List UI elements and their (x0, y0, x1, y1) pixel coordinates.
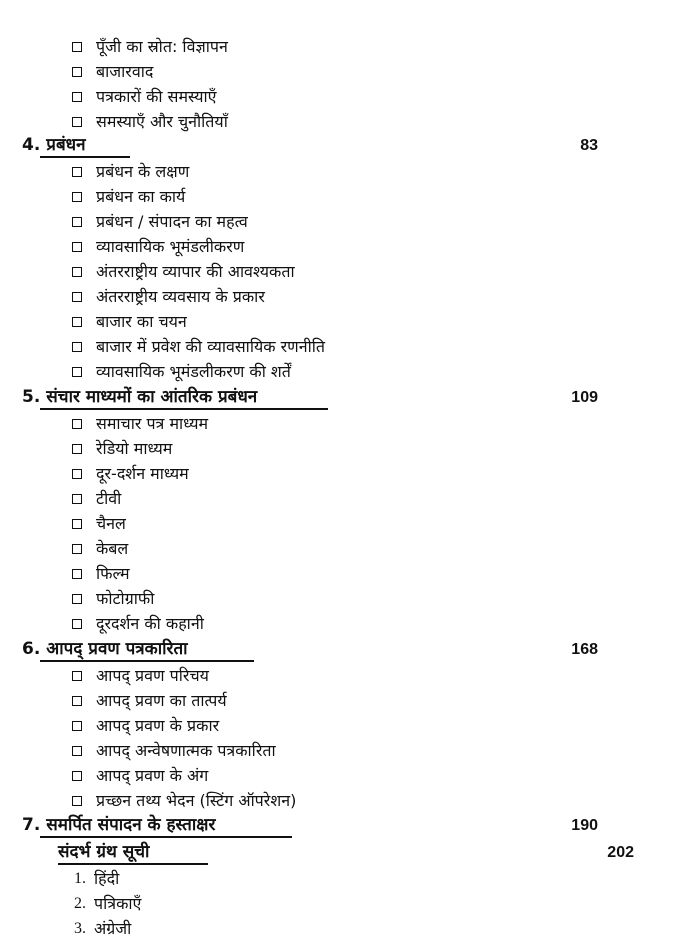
toc-subitem (0, 561, 672, 586)
toc-subitem (0, 184, 672, 209)
checkbox-bullet-icon (72, 67, 82, 77)
bibliography-label: हिंदी (94, 868, 120, 888)
checkbox-bullet-icon (72, 42, 82, 52)
toc-subitem-label: समस्याएँ और चुनौतियाँ (96, 111, 228, 131)
checkbox-bullet-icon (72, 494, 82, 504)
toc-subitem (0, 209, 672, 234)
toc-subitem-label: आपद् प्रवण का तात्पर्य (96, 690, 227, 710)
chapter-number: 5. (22, 387, 41, 407)
chapter-heading (0, 385, 622, 410)
toc-subitem-label: पत्रकारों की समस्याएँ (96, 86, 217, 106)
page-number: 202 (607, 843, 634, 861)
bibliography-title: संदर्भ ग्रंथ सूची (58, 842, 150, 862)
toc-subitem (0, 763, 672, 788)
heading-underline (40, 660, 254, 662)
toc-subitem-label: आपद् प्रवण के अंग (96, 765, 209, 785)
toc-subitem (0, 309, 672, 334)
chapter-number: 4. (22, 135, 41, 155)
checkbox-bullet-icon (72, 217, 82, 227)
toc-subitem (0, 359, 672, 384)
toc-subitem-label: दूर-दर्शन माध्यम (96, 463, 189, 483)
checkbox-bullet-icon (72, 696, 82, 706)
checkbox-bullet-icon (72, 242, 82, 252)
toc-subitem (0, 109, 672, 134)
bibliography-index: 3. (74, 919, 86, 937)
checkbox-bullet-icon (72, 192, 82, 202)
checkbox-bullet-icon (72, 267, 82, 277)
chapter-title: प्रबंधन (46, 135, 86, 155)
toc-subitem-label: व्यावसायिक भूमंडलीकरण की शर्तें (96, 361, 291, 381)
toc-subitem-label: बाजारवाद (96, 61, 154, 81)
toc-subitem (0, 486, 672, 511)
toc-subitem (0, 84, 672, 109)
toc-subitem (0, 713, 672, 738)
checkbox-bullet-icon (72, 317, 82, 327)
bibliography-heading (0, 840, 658, 865)
heading-underline (58, 863, 208, 865)
checkbox-bullet-icon (72, 444, 82, 454)
toc-subitem-label: बाजार का चयन (96, 311, 187, 331)
toc-subitem-label: टीवी (96, 488, 122, 508)
toc-subitem-label: अंतरराष्ट्रीय व्यवसाय के प्रकार (96, 286, 265, 306)
heading-underline (40, 408, 328, 410)
chapter-number: 7. (22, 815, 41, 835)
toc-subitem-label: फोटोग्राफी (96, 588, 155, 608)
chapter-heading (0, 637, 622, 662)
toc-subitem (0, 411, 672, 436)
checkbox-bullet-icon (72, 721, 82, 731)
bibliography-index: 1. (74, 869, 86, 887)
checkbox-bullet-icon (72, 519, 82, 529)
toc-subitem (0, 436, 672, 461)
toc-subitem-label: प्रबंधन का कार्य (96, 186, 186, 206)
chapter-title: आपद् प्रवण पत्रकारिता (46, 639, 188, 659)
toc-subitem-label: प्रच्छन तथ्य भेदन (स्टिंग ऑपरेशन) (96, 790, 297, 810)
toc-subitem (0, 663, 672, 688)
toc-subitem-label: आपद् प्रवण परिचय (96, 665, 209, 685)
checkbox-bullet-icon (72, 117, 82, 127)
page-number: 109 (571, 388, 598, 406)
checkbox-bullet-icon (72, 367, 82, 377)
toc-subitem (0, 536, 672, 561)
checkbox-bullet-icon (72, 167, 82, 177)
toc-subitem-label: रेडियो माध्यम (96, 438, 173, 458)
toc-subitem-label: व्यावसायिक भूमंडलीकरण (96, 236, 245, 256)
toc-subitem (0, 334, 672, 359)
bibliography-label: पत्रिकाएँ (94, 893, 142, 913)
toc-subitem-label: बाजार में प्रवेश की व्यावसायिक रणनीति (96, 336, 326, 356)
toc-subitem-label: अंतरराष्ट्रीय व्यापार की आवश्यकता (96, 261, 295, 281)
checkbox-bullet-icon (72, 746, 82, 756)
checkbox-bullet-icon (72, 594, 82, 604)
toc-subitem (0, 461, 672, 486)
chapter-heading (0, 133, 622, 158)
toc-subitem-label: प्रबंधन के लक्षण (96, 161, 190, 181)
toc-subitem (0, 788, 672, 813)
checkbox-bullet-icon (72, 569, 82, 579)
checkbox-bullet-icon (72, 619, 82, 629)
toc-subitem (0, 611, 672, 636)
chapter-number: 6. (22, 639, 41, 659)
toc-subitem (0, 159, 672, 184)
toc-subitem (0, 738, 672, 763)
bibliography-item (0, 916, 674, 941)
page-number: 83 (580, 136, 598, 154)
toc-subitem-label: आपद् अन्वेषणात्मक पत्रकारिता (96, 740, 276, 760)
page-number: 190 (571, 816, 598, 834)
checkbox-bullet-icon (72, 671, 82, 681)
toc-subitem (0, 259, 672, 284)
checkbox-bullet-icon (72, 419, 82, 429)
toc-subitem-label: दूरदर्शन की कहानी (96, 613, 204, 633)
checkbox-bullet-icon (72, 544, 82, 554)
toc-subitem-label: फिल्म (96, 563, 130, 583)
toc-subitem (0, 511, 672, 536)
chapter-heading (0, 813, 622, 838)
toc-subitem (0, 284, 672, 309)
toc-subitem-label: चैनल (96, 513, 126, 533)
checkbox-bullet-icon (72, 92, 82, 102)
checkbox-bullet-icon (72, 292, 82, 302)
bibliography-index: 2. (74, 894, 86, 912)
toc-subitem (0, 586, 672, 611)
toc-subitem-label: आपद् प्रवण के प्रकार (96, 715, 220, 735)
checkbox-bullet-icon (72, 771, 82, 781)
heading-underline (40, 156, 130, 158)
checkbox-bullet-icon (72, 469, 82, 479)
page-number: 168 (571, 640, 598, 658)
checkbox-bullet-icon (72, 796, 82, 806)
toc-subitem-label: केबल (96, 538, 129, 558)
toc-subitem-label: पूँजी का स्रोत: विज्ञापन (96, 36, 228, 56)
heading-underline (40, 836, 292, 838)
bibliography-item (0, 891, 674, 916)
checkbox-bullet-icon (72, 342, 82, 352)
toc-subitem (0, 688, 672, 713)
toc-subitem-label: प्रबंधन / संपादन का महत्व (96, 211, 248, 231)
toc-subitem (0, 34, 672, 59)
toc-subitem (0, 59, 672, 84)
toc-subitem (0, 234, 672, 259)
bibliography-item (0, 866, 674, 891)
toc-subitem-label: समाचार पत्र माध्यम (96, 413, 209, 433)
bibliography-label: अंग्रेजी (94, 918, 132, 938)
chapter-title: संचार माध्यमों का आंतरिक प्रबंधन (46, 387, 258, 407)
chapter-title: समर्पित संपादन के हस्ताक्षर (46, 815, 216, 835)
